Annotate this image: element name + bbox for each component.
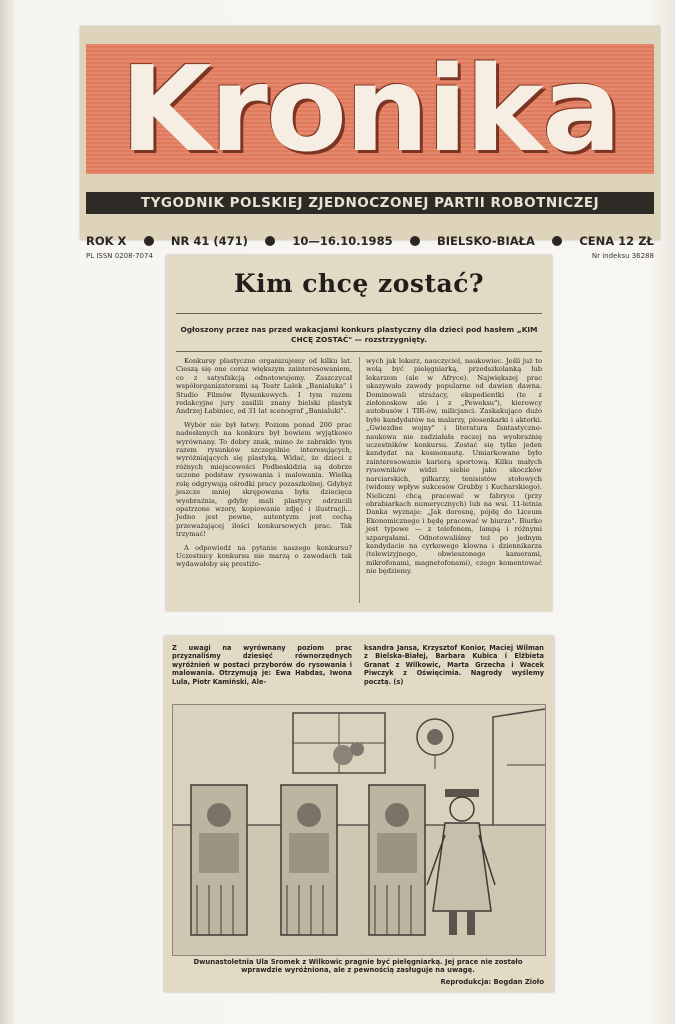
issue-info-line xyxy=(86,232,654,250)
photo-credit: Reprodukcja: Bogdan Zioło xyxy=(440,978,544,986)
bullet-icon xyxy=(410,236,420,246)
bullet-icon xyxy=(144,236,154,246)
newspaper-logo: Kronika xyxy=(120,40,620,178)
lead-rule xyxy=(176,351,542,352)
hospital-bed-sketch xyxy=(191,785,247,935)
drawing-caption: Dwunastoletnia Ula Sromek z Wilkowic pragnie być pielęgniarką. Jej prace nie zostało wprawdzie wyróżniona, ale z pewnością zasługuje na uwagę. xyxy=(193,958,523,975)
paragraph: Konkursy plastyczne organizujemy od kilku lat. Cieszą się one coraz większym zainteresowaniem, co z satysfakcją odnotowujemy. Zaszczycał współorganizatorami są Teatr Lalek „Banialuka" i Studio Filmów Rysunkowych. I tym razem redakcyjne jury zasilili znany bielski plastyk Andrzej Łabiniec, od 31 lat scenograf „Banialuki". xyxy=(176,357,352,416)
drawing-clipping xyxy=(164,636,554,992)
paragraph: A odpowiedź na pytanie naszego konkursu? Uczestnicy konkursu nie marzą o zawodach tak wydawałoby się prestiżo- xyxy=(176,543,352,569)
awards-text-left: Z uwagi na wyrównany poziom prac przyznaliśmy dziesięć równorzędnych wyróżnień w postaci przyborów do rysowania i malowania. Otrzymują je: Ewa Habdas, Iwona Lula, Piotr Kamiński, Ale- xyxy=(172,644,352,686)
bullet-icon xyxy=(265,236,275,246)
index-label: Nr indeksu 36288 xyxy=(591,252,654,260)
bullet-icon xyxy=(552,236,562,246)
newspaper-masthead xyxy=(80,26,660,260)
year-label: ROK X xyxy=(86,234,127,248)
page-spine xyxy=(0,0,14,1024)
issn-label: PL ISSN 0208-7074 xyxy=(86,252,153,260)
column-divider xyxy=(359,357,360,603)
price-label: CENA 12 ZŁ xyxy=(579,234,654,248)
article-column-right xyxy=(366,357,542,581)
issue-dates: 10—16.10.1985 xyxy=(292,234,393,248)
hospital-ward-drawing xyxy=(173,705,545,955)
masthead-subtitle: TYGODNIK POLSKIEJ ZJEDNOCZONEJ PARTII ROBOTNICZEJ xyxy=(86,192,654,214)
paragraph: Wybór nie był łatwy. Poziom ponad 200 prac nadesłanych na konkurs był bowiem wyjątkowo wyrównany. To dobry znak, mimo że zabrakło tym razem rysunków szczególnie interesujących, wyróżniających się plastyką. Widać, że dzieci z różnych miejscowości Podbeskidzia są dobrze uczone podstaw rysowania i malowania. Wielką rolę odgrywają ośrodki pracy pozaszkolnej. Gdybyż jeszcze mniej skrępowana była dziecięca wyobraźnia, gdyby mali plastycy odrzucili opatrzone wzory, kopiowanie zdjęć i ilustracji... Jedno jest pewne, autentyzm jest cechą przeważającej ilości konkursowych prac. Tak trzymać! xyxy=(176,420,352,539)
hospital-bed-sketch xyxy=(369,785,425,935)
hospital-bed-sketch xyxy=(281,785,337,935)
article-clipping xyxy=(166,255,552,611)
article-lead: Ogłoszony przez nas przed wakacjami konkurs plastyczny dla dzieci pod hasłem „KIM CHCĘ ZOSTAĆ" — rozstrzygnięty. xyxy=(180,325,538,344)
awards-text-right: ksandra Jansa, Krzysztof Konior, Maciej Wilman z Bielska-Białej, Barbara Kubica i Elżbieta Granat z Wilkowic, Marta Grzecha i Wacek Piwczyk z Oświęcimia. Nagrody wyślemy pocztą. (s) xyxy=(364,644,544,686)
article-column-left xyxy=(176,357,352,574)
title-rule xyxy=(176,313,542,314)
child-drawing xyxy=(172,704,546,956)
article-title: Kim chcę zostać? xyxy=(233,269,485,298)
paragraph: wych jak lekarz, nauczyciel, naukowiec. Jeśli już to wolą być pielęgniarką, przedszkolanką lub lekarzem (ale w Afryce). Największej prac ukazywało zawody popularne od dawien dawna. Dominowali strażacy, ekspedientki (te z ziołonoskow ale i z „Peweksu"), kierowcy autobusów i TIR-ów, milicjanci. Zaskakująco dużo było kandydatów na malarzy, piosenkarki i aktorki. „Gwiezdne wojny" i literatura fantastyczno-naukowa nie zadziałała raczej na wyobraźnię uczestników konkursu. Zostać się tylko jeden kandydat na kosmonautę. Umiarkowane było zainteresowanie karierą sportową. Kilku małych rysowników widzi siebie jako skoczków narciarskich, piłkarzy, tenisistów stołowych (widomy wpływ sukcesów Grubby i Kucharskiego). Nieliczni chcą pracować w fabryce (przy obrabiarkach numerycznych) lub na wsi. 11-letnia Danka wyznaje: „Jak dorosnę, pójdę do Liceum Ekonomicznego i będę pracować w biurze". Biurko jest typowe — z telefonem, lampą i różnymi szpargałami. Odnotowaliśmy też po jednym kandydacie na cyrkowego klowna i dziennikarza (telewizyjnego, obwieszonego kamerami, mikrofonami, magnetofonami), czego komentować nie będziemy. xyxy=(366,357,542,576)
issue-number: NR 41 (471) xyxy=(170,234,248,248)
city-label: BIELSKO-BIAŁA xyxy=(437,234,535,248)
logo-band xyxy=(86,40,654,178)
